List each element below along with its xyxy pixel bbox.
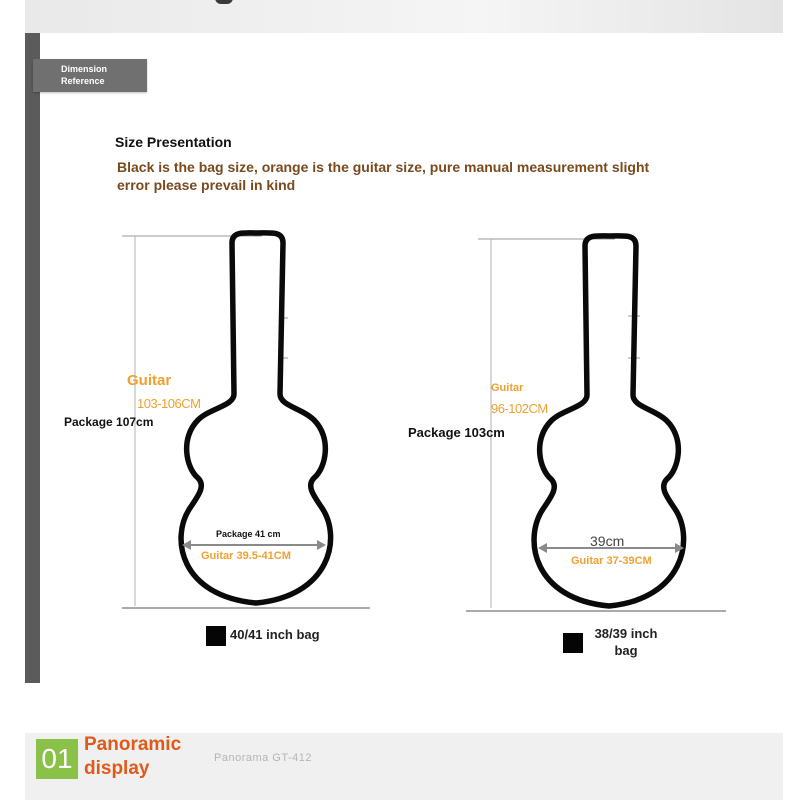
size-description: Black is the bag size, orange is the guitar size, pure manual measurement slight error please prevail in kind <box>117 159 650 193</box>
panorama-model-subtitle: Panorama GT-412 <box>214 752 312 764</box>
right-guitar-length: 96-102CM <box>491 401 548 416</box>
left-guitar-label: Guitar <box>127 372 172 389</box>
left-bag-square-icon <box>206 626 226 646</box>
right-guitar-case-outline <box>534 236 684 606</box>
left-arrow-head-r <box>317 540 326 550</box>
left-guitar-case-outline <box>181 233 331 603</box>
left-guitar-width: Guitar 39.5-41CM <box>201 550 291 562</box>
left-guitar-length: 103-106CM <box>137 396 201 411</box>
right-package-length: Package 103cm <box>408 425 505 440</box>
right-width-value: 39cm <box>590 533 625 549</box>
right-bag-square-icon <box>563 633 583 653</box>
panoramic-display-title: Panoramic display <box>84 734 182 779</box>
left-package-width: Package 41 cm <box>216 529 281 539</box>
size-presentation-title: Size Presentation <box>115 134 232 150</box>
right-guitar-label: Guitar <box>491 382 524 394</box>
right-bag-label: 38/39 inch bag <box>594 626 658 658</box>
right-arrow-head-l <box>538 543 547 553</box>
left-bag-label: 40/41 inch bag <box>230 627 320 642</box>
dimension-reference-tab: Dimension Reference <box>33 59 147 92</box>
left-package-length: Package 107cm <box>64 415 154 429</box>
right-guitar-width: Guitar 37-39CM <box>571 555 652 567</box>
section-number-badge: 01 <box>36 739 78 779</box>
